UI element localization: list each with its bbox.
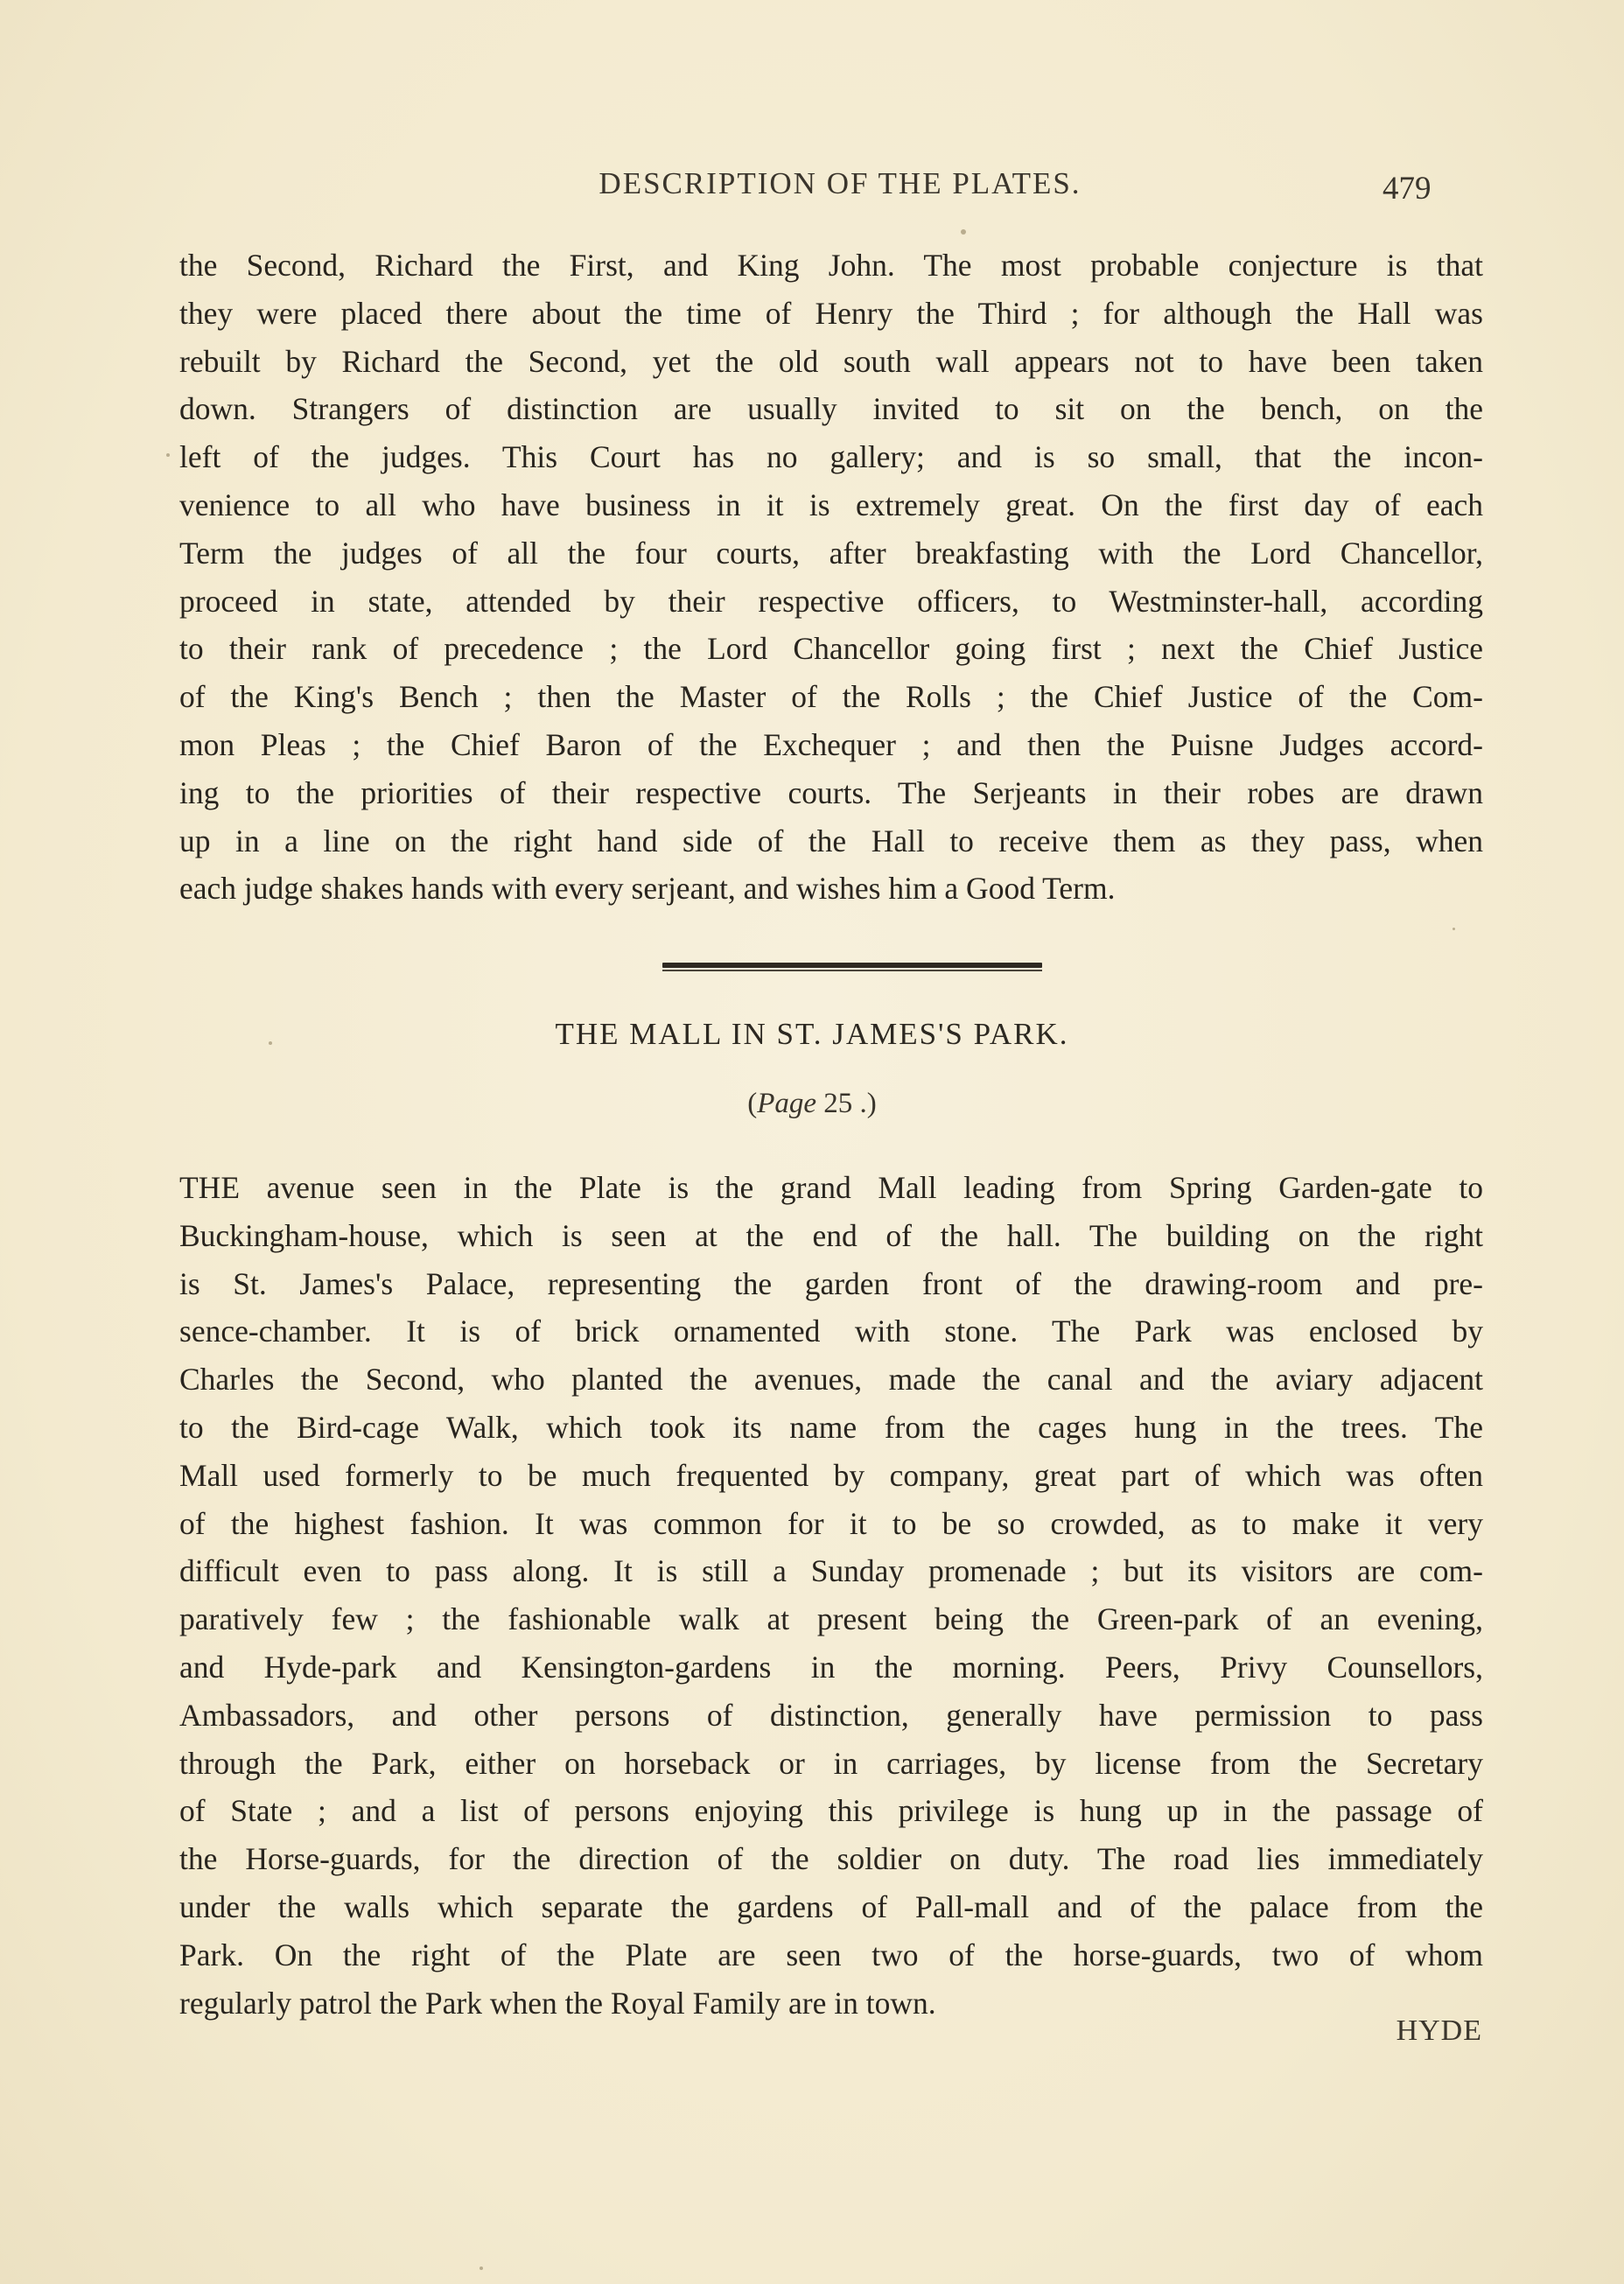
paragraph1-line: to their rank of precedence ; the Lord Chancellor going first ; next the Chief Justice	[179, 631, 1483, 667]
paragraph2-line: regularly patrol the Park when the Royal Family are in town.	[179, 1985, 936, 2021]
paragraph1-line: mon Pleas ; the Chief Baron of the Exchequer ; and then the Puisne Judges accord-	[179, 726, 1483, 762]
paragraph1-line: venience to all who have business in it is extremely great. On the first day of each	[179, 487, 1483, 522]
paper-speck	[961, 229, 966, 235]
paragraph1-line: of the King's Bench ; then the Master of the Rolls ; the Chief Justice of the Com-	[179, 679, 1483, 715]
paper-speck	[480, 2266, 483, 2270]
paragraph2-line: Park. On the right of the Plate are seen two of the horse-guards, two of whom	[179, 1937, 1483, 1972]
page-ref-open: (	[747, 1088, 758, 1119]
paragraph2-line: the Horse-guards, for the direction of the soldier on duty. The road lies immediately	[179, 1841, 1483, 1877]
paragraph2-line: and Hyde-park and Kensington-gardens in the morning. Peers, Privy Counsellors,	[179, 1649, 1483, 1685]
paragraph1-line: ing to the priorities of their respective courts. The Serjeants in their robes are drawn	[179, 774, 1483, 810]
paragraph2-line: difficult even to pass along. It is still a Sunday promenade ; but its visitors are com-	[179, 1553, 1483, 1589]
catchword: HYDE	[1396, 2014, 1482, 2047]
paragraph2-line: of State ; and a list of persons enjoying this privilege is hung up in the passage of	[179, 1793, 1483, 1829]
section-divider	[662, 963, 1042, 971]
paragraph2-line: is St. James's Palace, representing the garden front of the drawing-room and pre-	[179, 1265, 1483, 1301]
paragraph2-line: to the Bird-cage Walk, which took its name from the cages hung in the trees. The	[179, 1409, 1483, 1445]
running-head	[0, 166, 1624, 210]
paragraph-mall-st-james	[179, 1164, 1483, 2027]
paragraph1-line: each judge shakes hands with every serjeant, and wishes him a Good Term.	[179, 871, 1116, 907]
paper-speck	[166, 453, 170, 457]
paragraph2-line: through the Park, either on horseback or in carriages, by license from the Secretary	[179, 1745, 1483, 1781]
paragraph2-line: Buckingham-house, which is seen at the end of the hall. The building on the right	[179, 1217, 1483, 1253]
paragraph2-line: Charles the Second, who planted the avenues, made the canal and the aviary adjacent	[179, 1362, 1483, 1398]
paper-speck	[1452, 928, 1455, 930]
page-ref-word: Page	[757, 1088, 817, 1119]
paragraph2-line: under the walls which separate the gardens of Pall-mall and of the palace from the	[179, 1888, 1483, 1924]
paragraph1-line: up in a line on the right hand side of the Hall to receive them as they pass, when	[179, 823, 1483, 858]
paper-speck	[269, 1041, 272, 1045]
paragraph2-line: sence-chamber. It is of brick ornamented with stone. The Park was enclosed by	[179, 1314, 1483, 1349]
page-ref-number: 25 .)	[816, 1088, 877, 1119]
paragraph1-line: proceed in state, attended by their respective officers, to Westminster-hall, according	[179, 583, 1483, 619]
section-heading: THE MALL IN ST. JAMES'S PARK.	[555, 1017, 1069, 1051]
paragraph2-line: Mall used formerly to be much frequented by company, great part of which was often	[179, 1457, 1483, 1493]
paragraph2-line: Ambassadors, and other persons of distinction, generally have permission to pass	[179, 1697, 1483, 1733]
paragraph1-line: left of the judges. This Court has no gallery; and is so small, that the incon-	[179, 439, 1483, 475]
paragraph1-line: the Second, Richard the First, and King John. The most probable conjecture is that	[179, 248, 1483, 283]
page-number: 479	[1382, 171, 1432, 207]
running-title: DESCRIPTION OF THE PLATES.	[598, 166, 1082, 200]
paragraph1-line: rebuilt by Richard the Second, yet the old south wall appears not to have been taken	[179, 343, 1483, 379]
paragraph1-line: down. Strangers of distinction are usually invited to sit on the bench, on the	[179, 391, 1483, 427]
page-reference	[0, 1088, 1624, 1120]
paragraph-westminster-hall	[179, 242, 1483, 913]
paragraph2-line: paratively few ; the fashionable walk at present being the Green-park of an evening,	[179, 1601, 1483, 1637]
paragraph2-line: of the highest fashion. It was common for it to be so crowded, as to make it very	[179, 1505, 1483, 1541]
paragraph1-line: Term the judges of all the four courts, after breakfasting with the Lord Chancellor,	[179, 535, 1483, 571]
paragraph1-line: they were placed there about the time of Henry the Third ; for although the Hall was	[179, 295, 1483, 331]
paragraph2-line: THE avenue seen in the Plate is the grand Mall leading from Spring Garden-gate to	[179, 1170, 1483, 1205]
